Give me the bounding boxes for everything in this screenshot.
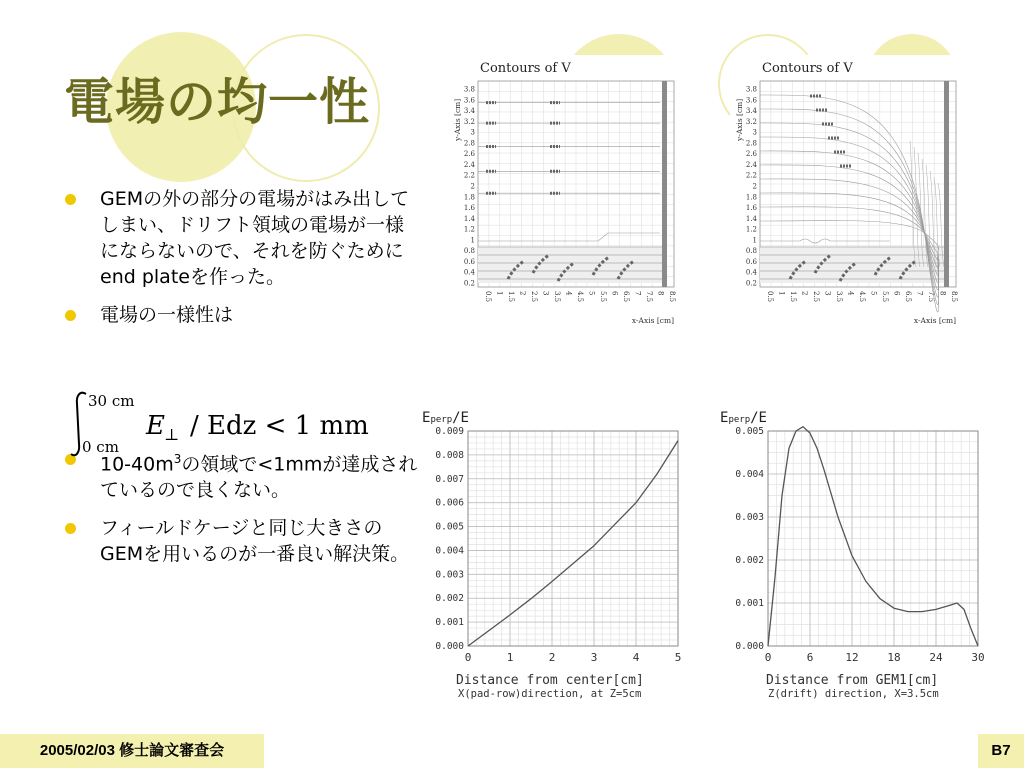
y-tick-label: 1.6 [463, 204, 475, 213]
chart-xlabel: Distance from GEM1[cm] [766, 673, 939, 688]
x-tick-label: 5 [587, 291, 596, 296]
integral-upper-limit: 30 cm [88, 392, 135, 410]
x-tick-label: 7 [633, 291, 642, 296]
y-tick-label: 1.2 [463, 225, 475, 234]
bullet-text: 電場の一様性は [100, 304, 234, 326]
y-tick-label: 0.003 [435, 569, 464, 581]
x-tick-label: 8 [656, 291, 665, 296]
x-tick-label: 4 [632, 651, 640, 664]
footer-slide-number: B7 [978, 734, 1024, 768]
eperp-z-chart-svg [718, 404, 1008, 704]
y-tick-label: 1.8 [463, 193, 475, 202]
contour-line [760, 239, 890, 243]
x-tick-label: 3 [541, 291, 550, 296]
x-tick-label: 2 [548, 651, 556, 664]
y-tick-label: 1.2 [745, 225, 757, 234]
x-tick-label: 2.5 [530, 291, 538, 303]
x-tick-label: 2.5 [812, 291, 820, 303]
y-tick-label: 0.8 [463, 247, 475, 256]
y-tick-label: 1.8 [745, 193, 757, 202]
y-tick-label: 0.004 [435, 545, 464, 557]
y-tick-label: 3.8 [463, 85, 475, 94]
x-tick-label: 2 [800, 291, 809, 296]
series-line [468, 441, 678, 646]
contour-plot-title: Contours of V [480, 61, 571, 76]
contour-plot-1 [448, 55, 696, 327]
bullet-text-superscript: 3 [173, 452, 182, 466]
end-plate-wall [944, 81, 949, 287]
y-tick-label: 2 [470, 182, 475, 191]
bullet-item [62, 186, 422, 290]
x-tick-label: 0.5 [766, 291, 774, 303]
y-tick-label: 3.8 [745, 85, 757, 94]
formula-perp-subscript: ⊥ [164, 425, 180, 444]
x-tick-label: 7.5 [927, 291, 935, 303]
y-tick-label: 0.007 [435, 473, 464, 485]
bullet-text-suffix: の領域で<1mmが達成されているので良くない。 [100, 453, 418, 502]
x-tick-label: 24 [929, 651, 943, 664]
contour-plot-title: Contours of V [762, 61, 853, 76]
eperp-z-chart [718, 404, 1008, 704]
x-tick-label: 1.5 [789, 291, 797, 303]
x-axis-label: x-Axis [cm] [631, 316, 674, 325]
x-tick-label: 8 [938, 291, 947, 296]
bullet-text-prefix: 10-40m [100, 453, 174, 476]
eperp-x-chart [420, 404, 704, 704]
contour-plot-1-svg [448, 55, 696, 327]
y-tick-label: 0.2 [463, 279, 475, 288]
contour-plot-2-svg [730, 55, 978, 327]
x-tick-label: 6 [806, 651, 814, 664]
x-tick-label: 6.5 [904, 291, 912, 303]
y-tick-label: 0.000 [435, 641, 464, 652]
x-tick-label: 0 [764, 651, 772, 664]
bullet-dot-icon [65, 194, 76, 205]
x-tick-label: 7.5 [645, 291, 653, 303]
y-tick-label: 0.005 [435, 521, 464, 533]
y-tick-label: 2.6 [463, 150, 475, 159]
uniformity-formula [68, 388, 388, 460]
contour-line [478, 233, 660, 241]
x-tick-label: 5.5 [881, 291, 889, 303]
y-tick-label: 0.009 [435, 426, 464, 437]
formula-integrand: E [146, 411, 165, 441]
y-tick-label: 3.4 [745, 107, 757, 116]
x-tick-label: 3.5 [553, 291, 561, 303]
y-tick-label: 0.000 [735, 641, 764, 652]
y-tick-label: 1.6 [745, 204, 757, 213]
x-tick-label: 8.5 [950, 291, 958, 303]
y-tick-label: 0.001 [435, 617, 464, 629]
y-tick-label: 1 [752, 236, 757, 245]
x-tick-label: 5 [674, 651, 682, 664]
contour-plot-2 [730, 55, 978, 327]
slide-title: 電場の均一性 [64, 73, 370, 131]
y-tick-label: 0.004 [735, 469, 764, 480]
x-tick-label: 1.5 [507, 291, 515, 303]
y-tick-label: 0.4 [463, 268, 475, 277]
y-tick-label: 2.8 [745, 139, 757, 148]
y-tick-label: 0.8 [745, 247, 757, 256]
bullet-dot-icon [65, 310, 76, 321]
x-tick-label: 6.5 [622, 291, 630, 303]
bullet-dot-icon [65, 523, 76, 534]
chart-caption: X(pad-row)direction, at Z=5cm [458, 688, 642, 700]
x-tick-label: 5.5 [599, 291, 607, 303]
footer-date-event: 2005/02/03 修士論文審査会 [0, 734, 264, 768]
y-tick-label: 2.4 [463, 160, 475, 169]
x-tick-label: 3.5 [835, 291, 843, 303]
y-tick-label: 2.8 [463, 139, 475, 148]
bullet-text: GEMの外の部分の電場がはみ出してしまい、ドリフト領域の電場が一様にならないので、それを防ぐためにend plateを作った。 [100, 188, 410, 288]
y-tick-label: 0.005 [735, 426, 764, 437]
y-tick-label: 3.4 [463, 107, 475, 116]
y-tick-label: 0.002 [435, 593, 464, 605]
y-tick-label: 2 [752, 182, 757, 191]
y-tick-label: 0.001 [735, 598, 764, 609]
formula-rest: / Edz < 1 mm [190, 411, 369, 441]
x-tick-label: 2 [518, 291, 527, 296]
y-tick-label: 3 [752, 128, 757, 137]
eperp-x-chart-svg [420, 404, 704, 704]
y-tick-label: 2.2 [745, 171, 757, 180]
y-tick-label: 0.003 [735, 512, 764, 523]
integral-lower-limit: 0 cm [82, 438, 119, 456]
y-tick-label: 3.6 [745, 96, 757, 105]
y-tick-label: 0.008 [435, 449, 464, 461]
x-tick-label: 6 [892, 291, 901, 296]
y-tick-label: 2.6 [745, 150, 757, 159]
y-tick-label: 1.4 [463, 214, 475, 223]
x-tick-label: 1 [495, 291, 504, 296]
bullet-item [62, 302, 422, 328]
y-tick-label: 3.6 [463, 96, 475, 105]
chart-ylabel: Eperp/E [422, 410, 469, 426]
x-tick-label: 4.5 [858, 291, 866, 303]
x-tick-label: 0.5 [484, 291, 492, 303]
y-tick-label: 2.2 [463, 171, 475, 180]
x-tick-label: 18 [887, 651, 901, 664]
y-tick-label: 0.4 [745, 268, 757, 277]
x-tick-label: 30 [971, 651, 985, 664]
y-tick-label: 0.002 [735, 555, 764, 566]
y-tick-label: 0.6 [745, 257, 757, 266]
x-tick-label: 1 [506, 651, 514, 664]
x-tick-label: 0 [464, 651, 472, 664]
x-tick-label: 1 [777, 291, 786, 296]
series-line [768, 427, 978, 646]
y-tick-label: 1 [470, 236, 475, 245]
bullet-text: フィールドケージと同じ大きさのGEMを用いるのが一番良い解決策。 [100, 517, 410, 566]
bullet-item [62, 515, 422, 567]
bullet-list [62, 186, 422, 579]
y-axis-label: y-Axis [cm] [735, 98, 744, 141]
y-tick-label: 2.4 [745, 160, 757, 169]
x-tick-label: 7 [915, 291, 924, 296]
y-tick-label: 3 [470, 128, 475, 137]
y-tick-label: 3.2 [463, 117, 475, 126]
x-tick-label: 5 [869, 291, 878, 296]
y-tick-label: 1.4 [745, 214, 757, 223]
x-tick-label: 4 [564, 291, 573, 296]
y-tick-label: 0.006 [435, 497, 464, 509]
chart-caption: Z(drift) direction, X=3.5cm [768, 688, 939, 700]
x-tick-label: 3 [823, 291, 832, 296]
x-tick-label: 4 [846, 291, 855, 296]
y-axis-label: y-Axis [cm] [453, 98, 462, 141]
end-plate-wall [662, 81, 667, 287]
x-axis-label: x-Axis [cm] [913, 316, 956, 325]
y-tick-label: 0.6 [463, 257, 475, 266]
x-tick-label: 6 [610, 291, 619, 296]
chart-xlabel: Distance from center[cm] [456, 673, 644, 688]
y-tick-label: 3.2 [745, 117, 757, 126]
chart-ylabel: Eperp/E [720, 410, 767, 426]
x-tick-label: 8.5 [668, 291, 676, 303]
y-tick-label: 0.2 [745, 279, 757, 288]
x-tick-label: 4.5 [576, 291, 584, 303]
x-tick-label: 3 [590, 651, 598, 664]
x-tick-label: 12 [845, 651, 859, 664]
